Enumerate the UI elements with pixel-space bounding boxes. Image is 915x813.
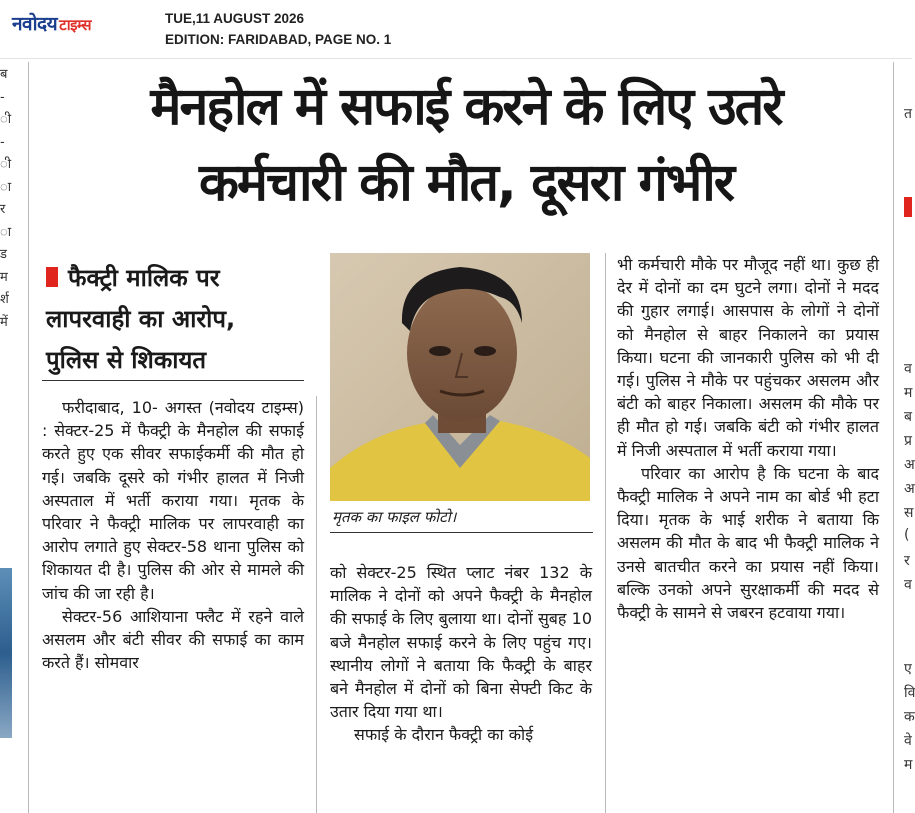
column-divider [893,62,894,813]
right-fragment-char: क [904,709,915,725]
edition-info [165,8,391,50]
subhead-underline [42,380,304,381]
left-fragment-char: ा [0,224,12,240]
column-divider [28,62,29,813]
right-fragment-char: त [904,106,912,122]
portrait-image [330,253,590,501]
right-fragment-char: ( [904,527,910,543]
left-fragment-char: में [0,314,8,330]
red-bullet-icon [46,267,58,287]
logo-sub-text: टाइम्स [59,16,91,34]
article-headline [36,67,896,219]
left-fragment-char: - [0,89,5,105]
paragraph: को सेक्टर-25 स्थित प्लाट नंबर 132 के मालिक ने दोनों को अपने फैक्ट्री के मैनहोल की सफाई के लिए बुलाया था। दोनों सुबह 10 बजे मैनहोल सफाई करने के लिए पहुंच गए। स्थानीय लोगों ने बताया कि फैक्ट्री के बाहर बने मैनहोल में दोनों को बिना सेफ्टी किट के उतार दिया गया था। [330,563,592,722]
right-fragment-char: प्र [904,433,912,449]
deceased-photo[interactable] [330,253,590,501]
paragraph: भी कर्मचारी मौके पर मौजूद नहीं था। कुछ ही देर में दोनों का दम घुटने लगा। दोनों ने मदद की गुहार लगाई। आसपास के लोगों ने दोनों को मैनहोल से बाहर निकालने का प्रयास किया। घटना की जानकारी पुलिस को भी दी गई। पुलिस ने मौके पर पहुंचकर असलम और बंटी को बाहर निकाला। असलम की मौके पर ही मौत हो गई। जबकि बंटी को गंभीर हालत में निजी अस्पताल में भर्ती कराया गया। [617,255,879,460]
subhead-line: पुलिस से शिकायत [46,346,207,374]
right-fragment-char: वे [904,733,912,749]
caption-underline [330,532,593,533]
right-column-fragment [898,62,915,813]
right-fragment-char: म [904,385,913,401]
headline-line-2: कर्मचारी की मौत, दूसरा गंभीर [198,153,734,213]
right-fragment-bar [904,197,912,217]
subhead-line: फैक्ट्री मालिक पर [46,258,306,299]
right-fragment-char: स [904,505,914,521]
paragraph: सेक्टर-56 आशियाना फ्लैट में रहने वाले असलम और बंटी सीवर की सफाई का काम करते हैं। सोमवार [42,606,304,673]
left-fragment-char: ा [0,179,12,195]
left-fragment-char: र [0,202,6,217]
masthead-bar [0,0,912,59]
headline-line-1: मैनहोल में सफाई करने के लिए उतरे [150,77,782,137]
left-fragment-char: म [0,269,8,285]
right-fragment-char: अ [904,481,915,497]
article-column-1 [42,396,304,674]
right-fragment-char: ए [904,661,912,677]
edition-page: EDITION: FARIDABAD, PAGE NO. 1 [165,32,392,47]
photo-caption: मृतक का फाइल फोटो। [332,508,457,526]
left-fragment-char: ी [0,157,12,172]
right-fragment-char: र [904,553,910,569]
newspaper-logo[interactable] [12,10,91,36]
issue-date: TUE,11 AUGUST 2026 [165,11,305,26]
paragraph: सफाई के दौरान फैक्ट्री का कोई [354,725,534,745]
article-subheading [46,258,306,381]
subhead-line: लापरवाही का आरोप, [46,305,236,333]
left-fragment-char: ी [0,112,12,127]
left-fragment-char: - [0,134,5,150]
right-fragment-char: ब [904,409,912,425]
left-column-fragment [0,62,14,334]
article-column-2 [330,561,592,747]
right-fragment-char: व [904,361,912,377]
article-column-3 [617,253,879,624]
column-divider [316,396,317,813]
left-fragment-char: ब [0,67,8,82]
paragraph: परिवार का आरोप है कि घटना के बाद फैक्ट्री मालिक ने अपने नाम का बोर्ड भी हटा दिया। मृतक के भाई शरीक ने बताया कि असलम की मौत के बाद भी फैक्ट्री मालिक ने उनसे बातचीत करने का प्रयास नहीं किया। बल्कि उनको अपने सुरक्षाकर्मी की मदद से फैक्ट्री के सामने से जबरन हटवाया गया। [617,463,879,623]
right-fragment-char: वि [904,685,915,701]
column-divider [605,253,606,813]
left-fragment-image [0,568,12,738]
paragraph: फरीदाबाद, 10- अगस्त (नवोदय टाइम्स) : सेक्टर-25 में फैक्ट्री के मैनहोल की सफाई करते हुए एक सीवर सफाईकर्मी की मौत हो गई। जबकि दूसरे को गंभीर हालत में निजी अस्पताल में भर्ती कराया गया। मृतक के परिवार ने फैक्ट्री मालिक पर लापरवाही का आरोप लगाते हुए सेक्टर-58 थाना पुलिस को शिकायत दी है। पुलिस की ओर से मामले की जांच की जा रही है। [42,398,304,603]
left-fragment-char: ड [0,247,7,262]
logo-main-text: नवोदय [12,13,58,35]
right-fragment-char: व [904,577,912,593]
left-fragment-char: र्श [0,292,9,307]
right-fragment-char: अ [904,457,915,473]
right-fragment-char: म [904,757,913,773]
